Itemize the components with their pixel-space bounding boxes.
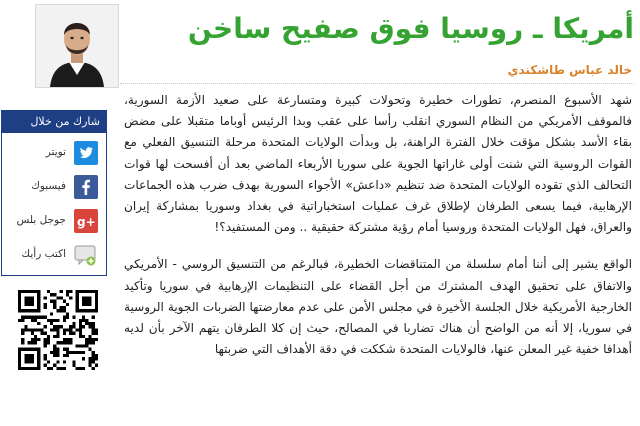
share-comment[interactable] <box>2 240 106 272</box>
author-photo <box>35 4 119 88</box>
title-divider <box>120 83 634 84</box>
share-facebook-label[interactable]: فيسبوك <box>31 180 66 192</box>
google-plus-icon[interactable] <box>74 209 98 233</box>
article-paragraph-2: الواقع يشير إلى أننا أمام سلسلة من المتناقضات الخطيرة، فبالرغم من التنسيق الروسي - الأمريكي والاتفاق على تحقيق الهدف المشترك من أجل القضاء على التنظيمات الإرهابية في سوريا وتأكيد الخارجية الأمريكية خلال الجلسة الأخيرة في مجلس الأمن على عدم معارضتها الضربات الجوية الروسية في سوريا، إلا أنه من الواضح أن هناك تضاربا في المصالح، حيث إن كلا الطرفان يتهم الآخر بأن لديه أهدافا خفية غير المعلن عنها، فالولايات المتحدة شككت في دقة الأهداف التي ضربتها <box>124 257 632 357</box>
share-facebook[interactable] <box>2 172 106 204</box>
share-twitter-label[interactable]: تويتر <box>45 146 66 158</box>
author-avatar-icon <box>36 5 118 87</box>
qr-code <box>18 290 98 370</box>
article-title: أمريكا ـ روسيا فوق صفيح ساخن <box>187 12 634 45</box>
share-box <box>1 110 107 276</box>
facebook-icon[interactable] <box>74 175 98 199</box>
author-name[interactable]: خالد عباس طاشكندي <box>507 63 632 77</box>
twitter-icon[interactable] <box>74 141 98 165</box>
share-comment-label[interactable]: اكتب رأيك <box>21 248 66 260</box>
comment-icon[interactable] <box>74 243 98 267</box>
share-google-plus-label[interactable]: جوجل بلس <box>16 214 66 226</box>
share-header: شارك من خلال <box>2 111 106 133</box>
share-twitter[interactable] <box>2 138 106 170</box>
share-google-plus[interactable] <box>2 206 106 238</box>
svg-text:g+: g+ <box>77 215 96 229</box>
article-body <box>124 90 632 376</box>
article-paragraph-1: شهد الأسبوع المنصرم، تطورات خطيرة وتحولات كبيرة ومتسارعة على صعيد الأزمة السورية، فالموقف الأمريكي من النظام السوري انقلب رأسا على عقب وبدا الرئيس أوباما متقبلا على مضض بقاء الأسد بشكل مؤقت خلال الفترة الراهنة، بل وبدأت الولايات المتحدة مرحلة التنسيق الفعلي مع القوات الروسية التي شنت أولى غاراتها الجوية على سوريا الأربعاء الماضي بعد أن أفسحت لها قوات التحالف الذي تقوده الولايات المتحدة ضد تنظيم «داعش» الأجواء السورية بهدف ضرب هذه الجماعات الإرهابية، فيما يسعى الطرفان لإطلاق غرف عمليات استخباراتية في بغداد وسوريا بمشاركة إيران والعراق، فهل الولايات المتحدة وروسيا أمام رؤية مشتركة حقيقية .. ومن المستفيد؟! <box>124 93 632 235</box>
